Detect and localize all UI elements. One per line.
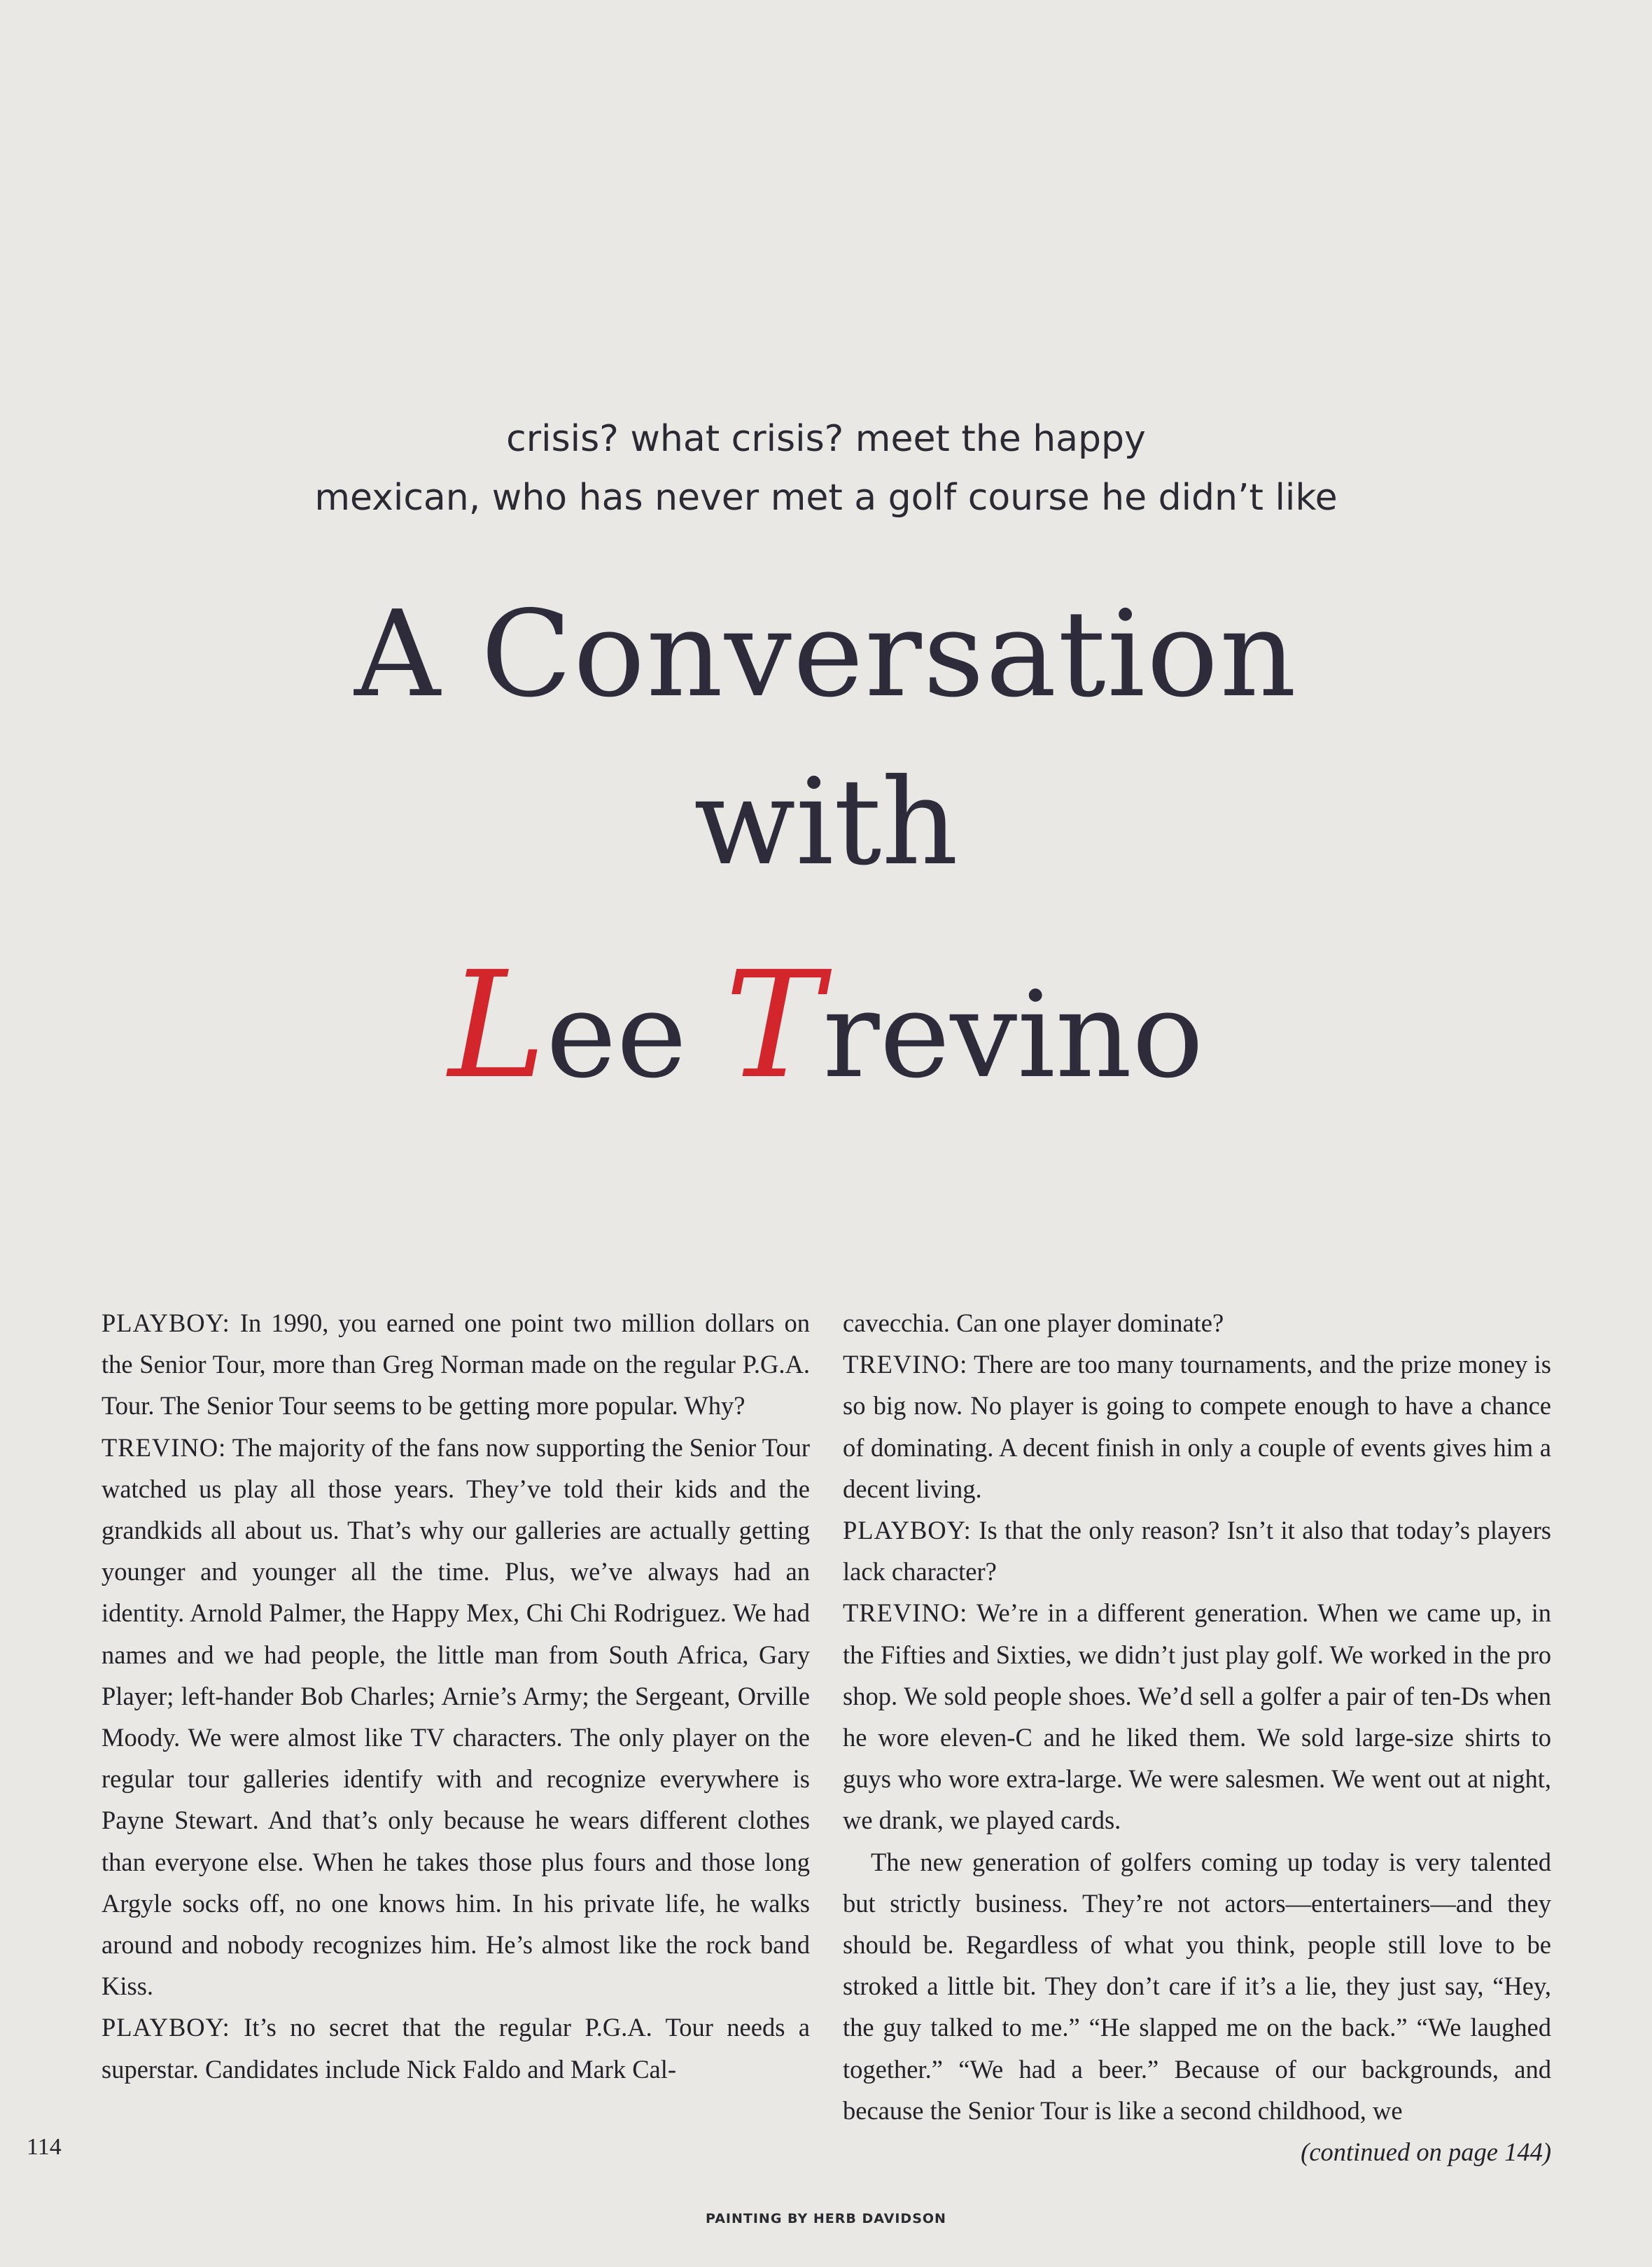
paragraph [843, 1509, 1551, 1592]
paragraph [102, 1427, 810, 2007]
deck-line-2: mexican, who has never met a golf course he didn’t like [314, 477, 1338, 519]
speaker: PLAYBOY: [102, 1309, 230, 1337]
name-rest-2: revino [822, 966, 1204, 1105]
column-left [102, 1302, 810, 2090]
paragraph-text: It’s no secret that the regular P.G.A. Tour needs a superstar. Candidates include Nick Faldo and Mark Cal- [102, 2013, 810, 2084]
column-right [843, 1302, 1551, 2172]
paragraph-text: The majority of the fans now supporting the Senior Tour watched us play all those years. They’ve told their kids and the grandkids all about us. That’s why our galleries are actually getting younger and younger all the time. Plus, we’ve always had an identity. Arnold Palmer, the Happy Mex, Chi Chi Rodriguez. We had names and we had people, the little man from South Africa, Gary Player; left-hander Bob Charles; Arnie’s Army; the Sergeant, Orville Moody. We were almost like TV characters. The only player on the regular tour galleries identify with and recognize everywhere is Payne Stewart. And that’s only because he wears different clothes than everyone else. When he takes those plus fours and those long Argyle socks off, no one knows him. In his private life, he walks around and nobody recognizes him. He’s almost like the rock band Kiss. [102, 1432, 810, 2001]
title-name [0, 940, 1652, 1111]
paragraph-text: There are too many tournaments, and the prize money is so big now. No player is going to compete enough to have a chance of dominating. A decent finish in only a couple of events gives him a decent living. [843, 1350, 1551, 1503]
paragraph [843, 1344, 1551, 1509]
paragraph [843, 1592, 1551, 1841]
name-initial-t: T [724, 940, 823, 1111]
page-number: 114 [27, 2134, 62, 2160]
paragraph [102, 1302, 810, 1427]
paragraph-text: In 1990, you earned one point two million dollars on the Senior Tour, more than Greg Norman made on the regular P.G.A. Tour. The Senior Tour seems to be getting more popular. Why? [102, 1309, 810, 1421]
title-line-1: A Conversation [354, 585, 1298, 724]
speaker: PLAYBOY: [102, 2013, 230, 2042]
speaker: TREVINO: [102, 1432, 227, 1462]
deck-line-1: crisis? what crisis? meet the happy [506, 418, 1146, 460]
paragraph-text: We’re in a different generation. When we came up, in the Fifties and Sixties, we didn’t just play golf. We worked in the pro shop. We sold people shoes. We’d sell a golfer a pair of ten-Ds when he wore eleven-C and he liked them. We sold large-size shirts to guys who wore extra-large. We were salesmen. We went out at night, we drank, we played cards. [843, 1598, 1551, 1835]
title-line-2: with [694, 753, 958, 892]
paragraph-text: The new generation of golfers coming up today is very talented but strictly business. They’re not actors—entertainers—and they should be. Regardless of what you think, people still love to be stroked a little bit. They don’t care if it’s a lie, they just say, “Hey, the guy talked to me.” “He slapped me on the back.” “We laughed together.” “We had a beer.” Because of our backgrounds, and because the Senior Tour is like a second childhood, we [843, 1847, 1551, 2125]
continued-note: (continued on page 144) [1301, 2137, 1551, 2167]
paragraph [102, 2007, 810, 2089]
photo-credit: PAINTING BY HERB DAVIDSON [706, 2211, 946, 2226]
speaker: TREVINO: [843, 1598, 968, 1628]
paragraph [843, 1302, 1551, 1344]
name-rest-1: ee [545, 966, 687, 1105]
speaker: PLAYBOY: [843, 1516, 972, 1545]
deck [0, 410, 1652, 527]
name-initial-l: L [448, 940, 546, 1111]
paragraph-text: cavecchia. Can one player dominate? [843, 1309, 1224, 1337]
paragraph [843, 1841, 1551, 2167]
paragraph-text: Is that the only reason? Isn’t it also that today’s players lack character? [843, 1516, 1551, 1586]
speaker: TREVINO: [843, 1350, 968, 1379]
